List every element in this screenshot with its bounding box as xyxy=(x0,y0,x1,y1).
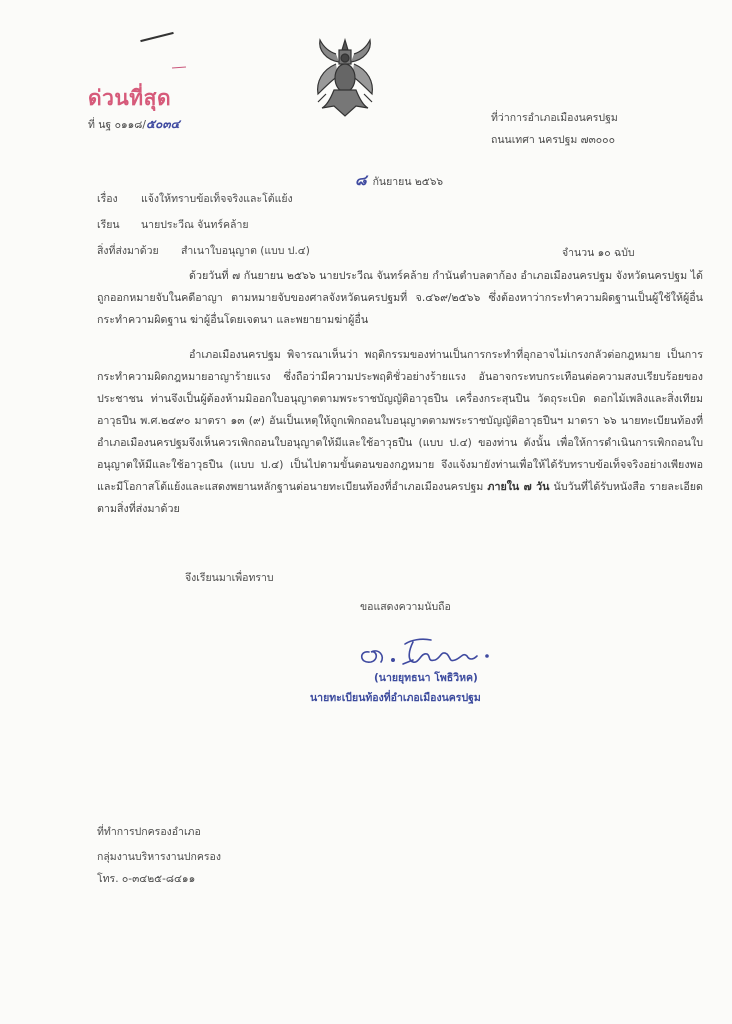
enclosure-text: สำเนาใบอนุญาต (แบบ ป.๔) xyxy=(181,245,310,257)
paragraph-1-text: ด้วยวันที่ ๗ กันยายน ๒๕๖๖ นายประวีณ จันทร์คล้าย กำนันตำบลตาก้อง อำเภอเมืองนครปฐม จังหวัดนครปฐม ได้ถูกออกหมายจับในคดีอาญา ตามหมายจับของศาลจังหวัดนครปฐมที่ จ.๔๖๙/๒๕๖๖ ซึ่งต้องหาว่ากระทำความผิดฐานเป็นผู้ใช้ให้ผู้อื่นกระทำความผิดฐาน ฆ่าผู้อื่นโดยเจตนา และพยายามฆ่าผู้อื่น xyxy=(97,269,703,326)
date-month-year: กันยายน ๒๕๖๖ xyxy=(372,176,444,188)
subject-label: เรื่อง xyxy=(97,193,118,205)
pen-mark xyxy=(172,67,186,69)
urgency-stamp: ด่วนที่สุด xyxy=(88,86,172,110)
office-address-line2: ถนนเทศา นครปฐม ๗๓๐๐๐ xyxy=(491,134,615,146)
reference-prefix: ที่ นฐ ๐๑๑๘/ xyxy=(88,119,146,131)
footer-office: ที่ทำการปกครองอำเภอ xyxy=(97,826,201,838)
enclosure-label: สิ่งที่ส่งมาด้วย xyxy=(97,245,159,257)
document-date xyxy=(355,173,443,188)
footer-division: กลุ่มงานบริหารงานปกครอง xyxy=(97,851,221,863)
paragraph-2-end: นับวันที่ได้รับหนังสือ รายละเอียดตามสิ่งที่ส่งมาด้วย xyxy=(97,480,703,515)
regards-line: ขอแสดงความนับถือ xyxy=(360,601,451,613)
garuda-emblem-icon xyxy=(312,36,378,118)
salutation-label: เรียน xyxy=(97,219,120,231)
date-day-handwritten: ๘ xyxy=(355,171,367,189)
paragraph-2-text: อำเภอเมืองนครปฐม พิจารณาเห็นว่า พฤติกรรมของท่านเป็นการกระทำที่อุกอาจไม่เกรงกลัวต่อกฎหมาย เป็นการกระทำความผิดกฎหมายอาญาร้ายแรง ซึ่งถือว่ามีความประพฤติชั่วอย่างร้ายแรง อันอาจกระทบกระเทือนต่อความสงบเรียบร้อยของประชาชน ท่านจึงเป็นผู้ต้องห้ามมิออกใบอนุญาตตามพระราชบัญญัติอาวุธปืน เครื่องกระสุนปืน วัตถุระเบิด ดอกไม้เพลิงและสิ่งเทียมอาวุธปืน พ.ศ.๒๔๙๐ มาตรา ๑๓ (๙) อันเป็นเหตุให้ถูกเพิกถอนใบอนุญาตตามพระราชบัญญัติอาวุธปืนฯ มาตรา ๖๖ นายทะเบียนท้องที่อำเภอเมืองนครปฐมจึงเห็นควรเพิกถอนใบอนุญาตให้มีและใช้อาวุธปืน (แบบ ป.๔) ของท่าน ดังนั้น เพื่อให้การดำเนินการเพิกถอนใบอนุญาตให้มีและใช้อาวุธปืน (แบบ ป.๔) เป็นไปตามขั้นตอนของกฎหมาย จึงแจ้งมายังท่านเพื่อให้ได้รับทราบข้อเท็จจริงอย่างเพียงพอ และมีโอกาสโต้แย้งและแสดงพยานหลักฐานต่อนายทะเบียนท้องที่อำเภอเมืองนครปฐม xyxy=(97,348,703,493)
signer-position: นายทะเบียนท้องที่อำเภอเมืองนครปฐม xyxy=(310,692,481,704)
subject-text: แจ้งให้ทราบข้อเท็จจริงและโต้แย้ง xyxy=(141,193,293,205)
office-address-line1: ที่ว่าการอำเภอเมืองนครปฐม xyxy=(491,112,618,124)
footer-phone: โทร. ๐-๓๔๒๕-๘๔๑๑ xyxy=(97,873,196,885)
pen-mark xyxy=(140,32,173,42)
deadline-text: ภายใน ๗ วัน xyxy=(487,480,550,493)
body-paragraph-2 xyxy=(97,344,703,520)
salutation-line xyxy=(97,220,249,231)
signer-name: (นายยุทธนา โพธิวิหค) xyxy=(374,672,478,684)
handwritten-signature-icon xyxy=(355,630,525,670)
reference-number xyxy=(88,118,180,131)
enclosure-count: จำนวน ๑๐ ฉบับ xyxy=(562,247,635,259)
closing-line: จึงเรียนมาเพื่อทราบ xyxy=(185,572,274,584)
subject-line xyxy=(97,194,293,205)
enclosure-line xyxy=(97,246,310,257)
salutation-text: นายประวีณ จันทร์คล้าย xyxy=(141,219,249,231)
reference-handwritten: ๕๐๓๔ xyxy=(145,117,180,131)
body-paragraph-1 xyxy=(97,265,703,331)
